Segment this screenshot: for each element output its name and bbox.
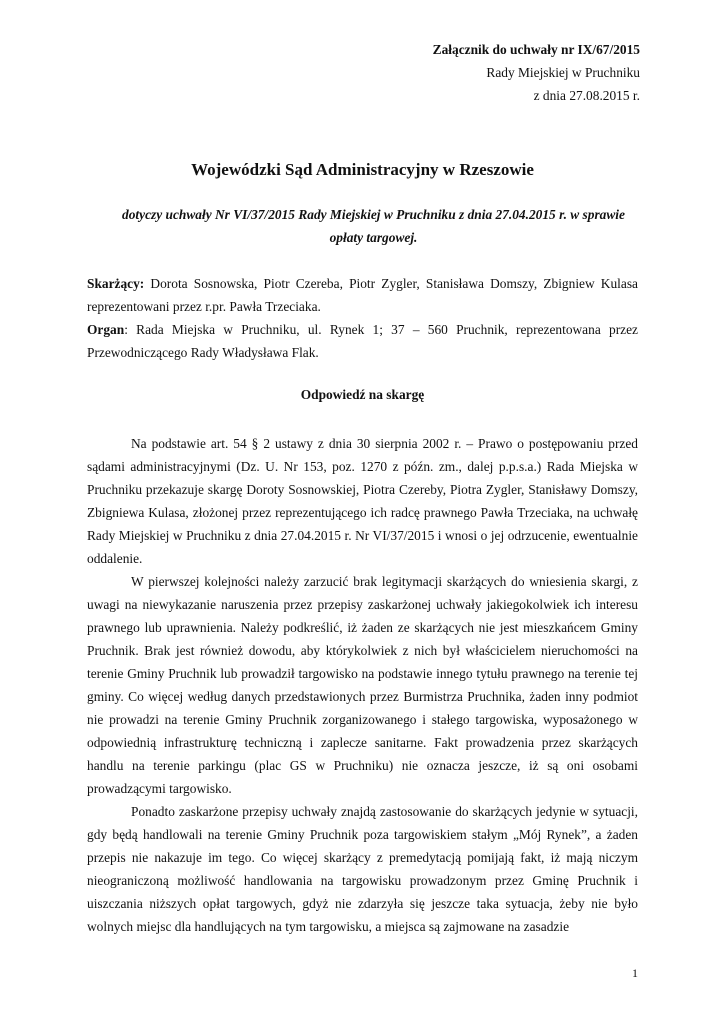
body-paragraph: Na podstawie art. 54 § 2 ustawy z dnia 30 sierpnia 2002 r. – Prawo o postępowaniu przed sądami administracyjnymi (Dz. U. Nr 153, poz. 1270 z późn. zm., dalej p.p.s.a.) Rada Miejska w Pruchniku przekazuje skargę Doroty Sosnowskiej, Piotra Czereby, Piotra Zygler, Stanisławy Domszy, Zbigniewa Kulasa, złożonej przez reprezentującego ich radcę prawnego Pawła Trzeciaka, na uchwałę Rady Miejskiej w Pruchniku z dnia 27.04.2015 r. Nr VI/37/2015 i wnosi o jej odrzucenie, ewentualnie oddalenie. [87,436,638,566]
body-text [87,432,638,938]
attachment-line-resolution: Załącznik do uchwały nr IX/67/2015 [432,42,640,57]
complainants-text: Dorota Sosnowska, Piotr Czereba, Piotr Zygler, Stanisława Domszy, Zbigniew Kulasa reprezentowani przez r.pr. Pawła Trzeciaka. [87,276,638,314]
attachment-header [433,38,640,107]
attachment-line-date: z dnia 27.08.2015 r. [533,88,640,103]
subject-line: dotyczy uchwały Nr VI/37/2015 Rady Miejskiej w Pruchniku z dnia 27.04.2015 r. w sprawie opłaty targowej. [122,207,625,245]
body-paragraph: W pierwszej kolejności należy zarzucić brak legitymacji skarżących do wniesienia skargi, z uwagi na niewykazanie naruszenia przez przepisy zaskarżonej uchwały jakiegokolwiek ich interesu prawnego lub uprawnienia. Należy podkreślić, iż żaden ze skarżących nie jest mieszkańcem Gminy Pruchnik. Brak jest również dowodu, aby którykolwiek z nich był właścicielem nieruchomości na terenie Gminy Pruchnik lub prowadził targowisko na podstawie innego tytułu prawnego na terenie tej gminy. Co więcej według danych przedstawionych przez Burmistrza Pruchnika, żaden inny podmiot nie prowadzi na terenie Gminy Pruchnik zorganizowanego i stałego targowiska, wyposażonego w odpowiednią infrastrukturę techniczną i zaplecze sanitarne. Fakt prowadzenia przez skarżących handlu na terenie parkingu (plac GS w Pruchniku) nie oznacza jeszcze, iż są oni osobami prowadzącymi targowisko. [87,574,638,796]
organ-paragraph [87,318,638,364]
parties-section [87,272,638,364]
complainants-label: Skarżący: [87,276,145,291]
body-paragraph: Ponadto zaskarżone przepisy uchwały znajdą zastosowanie do skarżących jedynie w sytuacji, gdy będą handlowali na terenie Gminy Pruchnik poza targowiskiem stałym „Mój Rynek”, a żaden przepis nie nakazuje im tego. Co więcej skarżący z premedytacją pomijają fakt, iż mają niczym nieograniczoną możliwość handlowania na targowisku prowadzonym przez Gminę Pruchnik i uiszczania niższych opłat targowych, gdyż nie zdarzyła się jeszcze taka sytuacja, żeby nie było wolnych miejsc dla handlujących na tym targowisku, a miejsca są zajmowane na zasadzie [87,804,638,934]
organ-text: : Rada Miejska w Pruchniku, ul. Rynek 1; 37 – 560 Pruchnik, reprezentowana przez Przewodniczącego Rady Władysława Flak. [87,322,638,360]
complainants-paragraph [87,272,638,318]
response-title: Odpowiedź na skargę [300,387,425,402]
attachment-line-council: Rady Miejskiej w Pruchniku [486,65,640,80]
court-title: Wojewódzki Sąd Administracyjny w Rzeszowie [191,160,534,179]
page-number: 1 [632,966,638,980]
organ-label: Organ [87,322,125,337]
